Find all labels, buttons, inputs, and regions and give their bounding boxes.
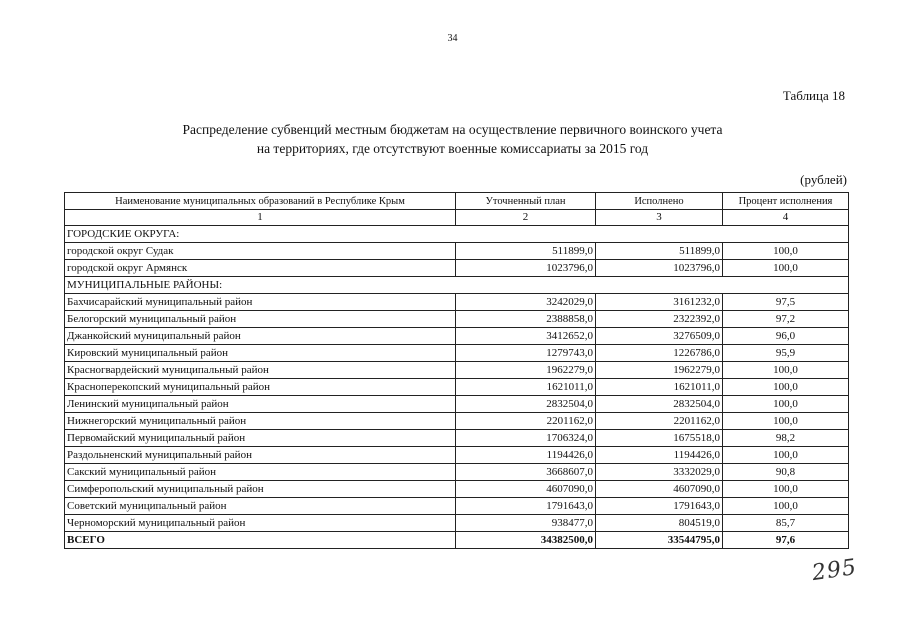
- table-row: [65, 413, 849, 430]
- row-percent: 100,0: [723, 243, 849, 260]
- row-percent: 90,8: [723, 464, 849, 481]
- row-plan: 1023796,0: [456, 260, 596, 277]
- row-plan: 3242029,0: [456, 294, 596, 311]
- row-plan: 3668607,0: [456, 464, 596, 481]
- table-row: [65, 464, 849, 481]
- row-done: 1675518,0: [596, 430, 723, 447]
- row-name: Кировский муниципальный район: [65, 345, 456, 362]
- handwritten-page-note: 295: [810, 554, 859, 587]
- row-plan: 2832504,0: [456, 396, 596, 413]
- total-percent: 97,6: [723, 532, 849, 549]
- row-name: Красногвардейский муниципальный район: [65, 362, 456, 379]
- row-done: 1962279,0: [596, 362, 723, 379]
- document-title: [0, 120, 905, 158]
- row-percent: 100,0: [723, 447, 849, 464]
- column-number: 2: [456, 210, 596, 226]
- header-done: Исполнено: [596, 193, 723, 210]
- row-done: 3276509,0: [596, 328, 723, 345]
- section-urban-row: [65, 226, 849, 243]
- row-plan: 511899,0: [456, 243, 596, 260]
- row-name: Красноперекопский муниципальный район: [65, 379, 456, 396]
- row-percent: 96,0: [723, 328, 849, 345]
- table-label: Таблица 18: [782, 88, 845, 103]
- table-row: [65, 379, 849, 396]
- row-percent: 100,0: [723, 260, 849, 277]
- row-plan: 1706324,0: [456, 430, 596, 447]
- header-name: Наименование муниципальных образований в Республике Крым: [65, 193, 456, 210]
- table-row: [65, 294, 849, 311]
- units-label: (рублей): [800, 172, 847, 187]
- row-done: 1791643,0: [596, 498, 723, 515]
- row-name: Ленинский муниципальный район: [65, 396, 456, 413]
- table-row: [65, 311, 849, 328]
- table-row: [65, 260, 849, 277]
- column-number: 4: [723, 210, 849, 226]
- section-urban-label: ГОРОДСКИЕ ОКРУГА:: [65, 226, 849, 243]
- header-percent: Процент исполнения: [723, 193, 849, 210]
- row-percent: 100,0: [723, 498, 849, 515]
- row-percent: 95,9: [723, 345, 849, 362]
- table-row: [65, 430, 849, 447]
- total-plan: 34382500,0: [456, 532, 596, 549]
- row-plan: 4607090,0: [456, 481, 596, 498]
- row-done: 1621011,0: [596, 379, 723, 396]
- row-done: 804519,0: [596, 515, 723, 532]
- row-plan: 1962279,0: [456, 362, 596, 379]
- total-done: 33544795,0: [596, 532, 723, 549]
- table-row: [65, 396, 849, 413]
- row-name: Сакский муниципальный район: [65, 464, 456, 481]
- row-done: 2832504,0: [596, 396, 723, 413]
- row-done: 3332029,0: [596, 464, 723, 481]
- table-row: [65, 481, 849, 498]
- table-row: [65, 515, 849, 532]
- row-plan: 938477,0: [456, 515, 596, 532]
- title-line-1: Распределение субвенций местным бюджетам на осуществление первичного воинского учета: [182, 122, 723, 137]
- row-name: Нижнегорский муниципальный район: [65, 413, 456, 430]
- row-name: Белогорский муниципальный район: [65, 311, 456, 328]
- row-name: Бахчисарайский муниципальный район: [65, 294, 456, 311]
- row-percent: 100,0: [723, 481, 849, 498]
- row-name: Первомайский муниципальный район: [65, 430, 456, 447]
- subventions-table: [64, 192, 849, 549]
- row-percent: 97,2: [723, 311, 849, 328]
- row-done: 3161232,0: [596, 294, 723, 311]
- row-name: городской округ Армянск: [65, 260, 456, 277]
- section-districts-label: МУНИЦИПАЛЬНЫЕ РАЙОНЫ:: [65, 277, 849, 294]
- row-done: 1226786,0: [596, 345, 723, 362]
- header-row: [65, 193, 849, 210]
- section-districts-row: [65, 277, 849, 294]
- row-plan: 1791643,0: [456, 498, 596, 515]
- total-row: [65, 532, 849, 549]
- row-plan: 2201162,0: [456, 413, 596, 430]
- header-plan: Уточненный план: [456, 193, 596, 210]
- table-row: [65, 345, 849, 362]
- table-row: [65, 362, 849, 379]
- total-name: ВСЕГО: [65, 532, 456, 549]
- row-percent: 85,7: [723, 515, 849, 532]
- page-number: 34: [447, 33, 458, 44]
- row-done: 2322392,0: [596, 311, 723, 328]
- row-name: Симферопольский муниципальный район: [65, 481, 456, 498]
- row-done: 4607090,0: [596, 481, 723, 498]
- row-percent: 98,2: [723, 430, 849, 447]
- row-name: городской округ Судак: [65, 243, 456, 260]
- row-plan: 1279743,0: [456, 345, 596, 362]
- table-row: [65, 447, 849, 464]
- row-name: Черноморский муниципальный район: [65, 515, 456, 532]
- column-number: 3: [596, 210, 723, 226]
- row-percent: 97,5: [723, 294, 849, 311]
- row-name: Джанкойский муниципальный район: [65, 328, 456, 345]
- row-name: Раздольненский муниципальный район: [65, 447, 456, 464]
- table-row: [65, 498, 849, 515]
- column-number: 1: [65, 210, 456, 226]
- row-plan: 1621011,0: [456, 379, 596, 396]
- row-done: 1194426,0: [596, 447, 723, 464]
- row-percent: 100,0: [723, 379, 849, 396]
- row-plan: 1194426,0: [456, 447, 596, 464]
- row-plan: 2388858,0: [456, 311, 596, 328]
- row-percent: 100,0: [723, 362, 849, 379]
- title-line-2: на территориях, где отсутствуют военные комиссариаты за 2015 год: [256, 141, 649, 156]
- row-percent: 100,0: [723, 413, 849, 430]
- table-row: [65, 328, 849, 345]
- row-done: 511899,0: [596, 243, 723, 260]
- column-number-row: [65, 210, 849, 226]
- row-plan: 3412652,0: [456, 328, 596, 345]
- row-done: 2201162,0: [596, 413, 723, 430]
- table-row: [65, 243, 849, 260]
- row-done: 1023796,0: [596, 260, 723, 277]
- row-percent: 100,0: [723, 396, 849, 413]
- row-name: Советский муниципальный район: [65, 498, 456, 515]
